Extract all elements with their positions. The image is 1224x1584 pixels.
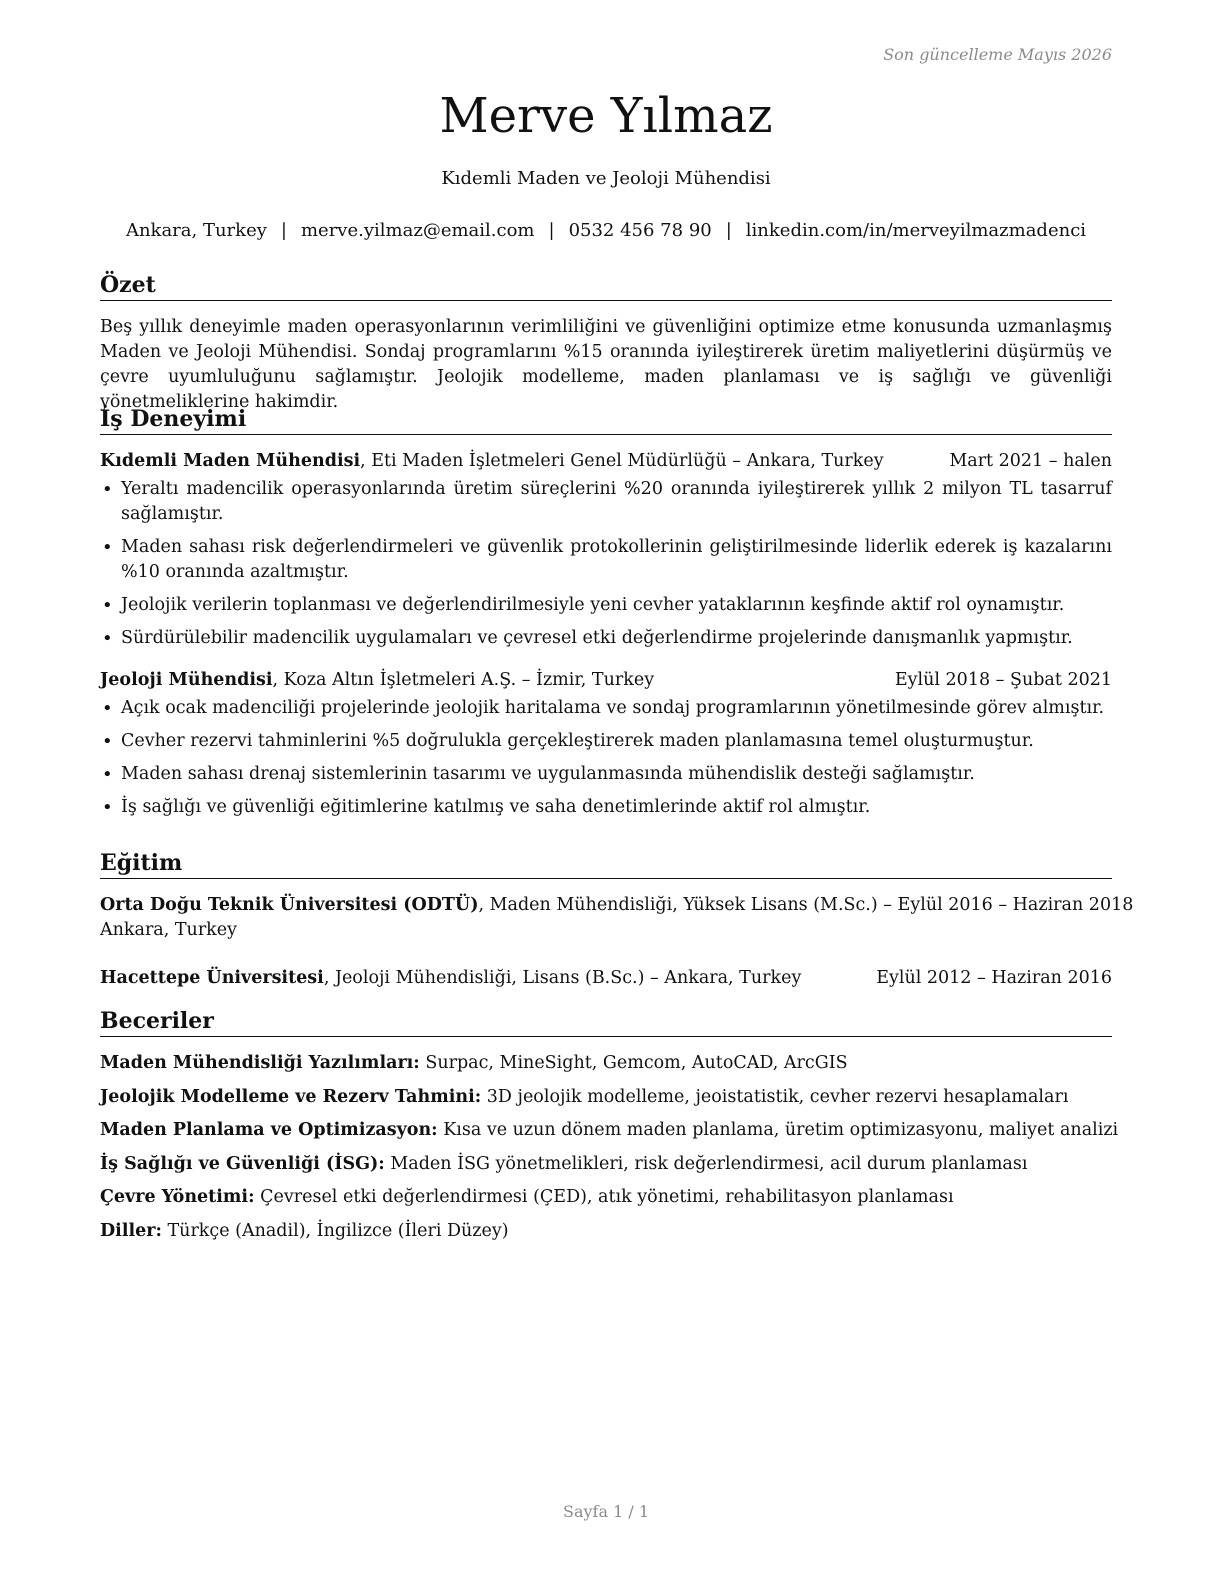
school-name: Orta Doğu Teknik Üniversitesi (ODTÜ) xyxy=(100,895,479,915)
skill-row xyxy=(100,1085,1112,1110)
last-updated: Son güncelleme Mayıs 2026 xyxy=(883,45,1112,64)
school-name: Hacettepe Üniversitesi xyxy=(100,968,324,988)
skill-row xyxy=(100,1118,1119,1143)
experience-section xyxy=(100,405,1112,828)
skill-row xyxy=(100,1152,1112,1177)
page-number: Sayfa 1 / 1 xyxy=(562,1502,649,1521)
job-header xyxy=(100,449,1112,474)
section-heading: İş Deneyimi xyxy=(100,405,1112,435)
skill-label: İş Sağlığı ve Güvenliği (İSG): xyxy=(100,1153,385,1174)
job-bullets xyxy=(100,696,1112,820)
skill-label: Çevre Yönetimi: xyxy=(100,1187,255,1207)
bullet-item: • Maden sahası risk değerlendirmeleri ve güvenlik protokollerinin geliştirilmesinde liderlik ederek iş kazalarını %10 oranında azaltmıştır. xyxy=(100,535,1112,585)
contact-email[interactable]: merve.yilmaz@email.com xyxy=(300,220,535,241)
education-header xyxy=(100,966,1112,991)
bullet-item: • Cevher rezervi tahminlerini %5 doğrulukla gerçekleştirerek maden planlamasına temel oluşturmuştur. xyxy=(100,729,1112,754)
job-role: Jeoloji Mühendisi xyxy=(100,670,273,690)
job-organization: , Eti Maden İşletmeleri Genel Müdürlüğü – Ankara, Turkey xyxy=(360,451,884,471)
skill-row xyxy=(100,1051,1112,1076)
education-detail: , Jeoloji Mühendisliği, Lisans (B.Sc.) – Ankara, Turkey xyxy=(323,968,802,988)
contact-line xyxy=(100,219,1112,243)
section-heading: Eğitim xyxy=(100,849,1112,879)
job-header xyxy=(100,668,1112,693)
section-heading: Beceriler xyxy=(100,1007,1112,1037)
skill-label: Diller: xyxy=(100,1220,162,1241)
contact-separator: | xyxy=(280,220,287,241)
skill-value: Kısa ve uzun dönem maden planlama, üretim optimizasyonu, maliyet analizi xyxy=(437,1120,1119,1140)
section-heading: Özet xyxy=(100,271,1112,301)
education-detail: , Maden Mühendisliği, Yüksek Lisans (M.Sc.) – Eylül 2016 – Haziran 2018 xyxy=(478,895,1134,915)
job-bullets xyxy=(100,477,1112,651)
skill-label: Maden Planlama ve Optimizasyon: xyxy=(100,1120,438,1140)
skills-section xyxy=(100,1007,1119,1252)
bullet-item: • İş sağlığı ve güvenliği eğitimlerine katılmış ve saha denetimlerinde aktif rol almıştır. xyxy=(100,795,1112,820)
job-title: Kıdemli Maden ve Jeoloji Mühendisi xyxy=(441,168,771,189)
job-role: Kıdemli Maden Mühendisi xyxy=(100,451,361,471)
summary-section xyxy=(100,271,1112,415)
skill-value: Maden İSG yönetmelikleri, risk değerlendirmesi, acil durum planlaması xyxy=(384,1153,1028,1174)
bullet-item: • Maden sahası drenaj sistemlerinin tasarımı ve uygulanmasında mühendislik desteği sağlamıştır. xyxy=(100,762,1112,787)
skill-label: Jeolojik Modelleme ve Rezerv Tahmini: xyxy=(100,1086,482,1107)
skill-row xyxy=(100,1185,1112,1210)
education-entry xyxy=(100,893,1134,943)
job-organization: , Koza Altın İşletmeleri A.Ş. – İzmir, Turkey xyxy=(272,670,655,690)
skill-value: 3D jeolojik modelleme, jeoistatistik, cevher rezervi hesaplamaları xyxy=(481,1086,1069,1107)
bullet-item: • Jeolojik verilerin toplanması ve değerlendirilmesiyle yeni cevher yataklarının keşfinde aktif rol oynamıştır. xyxy=(100,593,1112,618)
education-location: Ankara, Turkey xyxy=(100,920,238,940)
skill-value: Surpac, MineSight, Gemcom, AutoCAD, ArcGIS xyxy=(419,1053,848,1073)
skill-label: Maden Mühendisliği Yazılımları: xyxy=(100,1053,420,1073)
education-dates: Eylül 2012 – Haziran 2016 xyxy=(876,968,1112,988)
job-entry xyxy=(100,449,1112,651)
summary-text: Beş yıllık deneyimle maden operasyonlarının verimliliğini ve güvenliğini optimize etme konusunda uzmanlaşmış Maden ve Jeoloji Mühendisi. Sondaj programlarını %15 oranında iyileştirerek üretim maliyetlerini düşürmüş ve çevre uyumluluğunu sağlamıştır. Jeolojik modelleme, maden planlaması ve iş sağlığı ve güvenliği yönetmeliklerine hakimdir. xyxy=(100,317,1112,412)
contact-location: Ankara, Turkey xyxy=(125,220,267,241)
education-entry xyxy=(100,966,1112,991)
skill-value: Türkçe (Anadil), İngilizce (İleri Düzey) xyxy=(161,1220,509,1241)
bullet-item: • Sürdürülebilir madencilik uygulamaları ve çevresel etki değerlendirme projelerinde danışmanlık yapmıştır. xyxy=(100,626,1112,651)
job-entry xyxy=(100,668,1112,820)
bullet-item: • Yeraltı madencilik operasyonlarında üretim süreçlerini %20 oranında iyileştirerek yıllık 2 milyon TL tasarruf sağlamıştır. xyxy=(100,477,1112,527)
contact-separator: | xyxy=(725,220,732,241)
contact-linkedin[interactable]: linkedin.com/in/merveyilmazmadenci xyxy=(745,220,1087,241)
education-section xyxy=(100,849,1134,991)
skill-row xyxy=(100,1219,1112,1244)
skill-value: Çevresel etki değerlendirmesi (ÇED), atık yönetimi, rehabilitasyon planlaması xyxy=(254,1187,954,1207)
job-dates: Mart 2021 – halen xyxy=(949,451,1112,471)
education-header xyxy=(100,893,1134,918)
job-dates: Eylül 2018 – Şubat 2021 xyxy=(894,670,1112,690)
contact-phone[interactable]: 0532 456 78 90 xyxy=(568,220,712,241)
contact-separator: | xyxy=(548,220,555,241)
resume-page xyxy=(100,0,1134,1584)
person-name: Merve Yılmaz xyxy=(439,88,773,144)
bullet-item: • Açık ocak madenciliği projelerinde jeolojik haritalama ve sondaj programlarının yönetilmesinde görev almıştır. xyxy=(100,696,1112,721)
